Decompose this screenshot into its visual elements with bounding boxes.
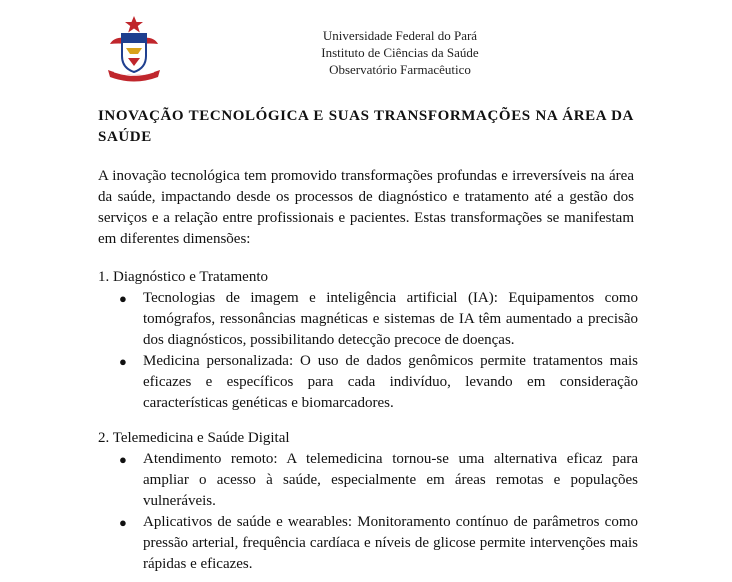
list-item xyxy=(98,288,638,351)
bullet-icon: ● xyxy=(119,452,127,467)
section-diagnostico xyxy=(98,267,638,414)
bullet-icon: ● xyxy=(119,291,127,306)
bullet-text: Atendimento remoto: A telemedicina tornou-se uma alternativa eficaz para ampliar o acesso à saúde, especialmente em áreas remotas e populações vulneráveis. xyxy=(143,451,638,509)
list-item xyxy=(98,512,638,575)
bullet-list xyxy=(98,288,638,414)
list-item xyxy=(98,351,638,414)
institution-header xyxy=(230,27,570,78)
section-heading: 1. Diagnóstico e Tratamento xyxy=(98,269,268,285)
list-item xyxy=(98,449,638,512)
bullet-icon: ● xyxy=(119,354,127,369)
bullet-text: Tecnologias de imagem e inteligência artificial (IA): Equipamentos como tomógrafos, ressonâncias magnéticas e sistemas de IA têm aumentado a precisão dos diagnósticos, possibilitando detecção precoce de doenças. xyxy=(143,290,638,348)
bullet-text: Aplicativos de saúde e wearables: Monitoramento contínuo de parâmetros como pressão arterial, frequência cardíaca e níveis de glicose permite intervenções mais rápidas e eficazes. xyxy=(143,514,638,572)
bullet-list xyxy=(98,449,638,575)
bullet-text: Medicina personalizada: O uso de dados genômicos permite tratamentos mais eficazes e específicos para cada indivíduo, levando em consideração características genéticas e biomarcadores. xyxy=(143,353,638,411)
header-university: Universidade Federal do Pará xyxy=(322,28,478,43)
intro-paragraph: A inovação tecnológica tem promovido transformações profundas e irreversíveis na área da saúde, impactando desde os processos de diagnóstico e tratamento até a gestão dos serviços e a relação entre profissionais e pacientes. Estas transformações se manifestam em diferentes dimensões: xyxy=(98,168,634,247)
header-institute: Instituto de Ciências da Saúde xyxy=(321,45,479,60)
university-crest-icon xyxy=(104,14,164,86)
document-title: INOVAÇÃO TECNOLÓGICA E SUAS TRANSFORMAÇÕES NA ÁREA DA SAÚDE xyxy=(98,108,634,145)
section-heading: 2. Telemedicina e Saúde Digital xyxy=(98,430,290,446)
section-telemedicina xyxy=(98,428,638,575)
bullet-icon: ● xyxy=(119,515,127,530)
header-observatory: Observatório Farmacêutico xyxy=(329,62,471,77)
